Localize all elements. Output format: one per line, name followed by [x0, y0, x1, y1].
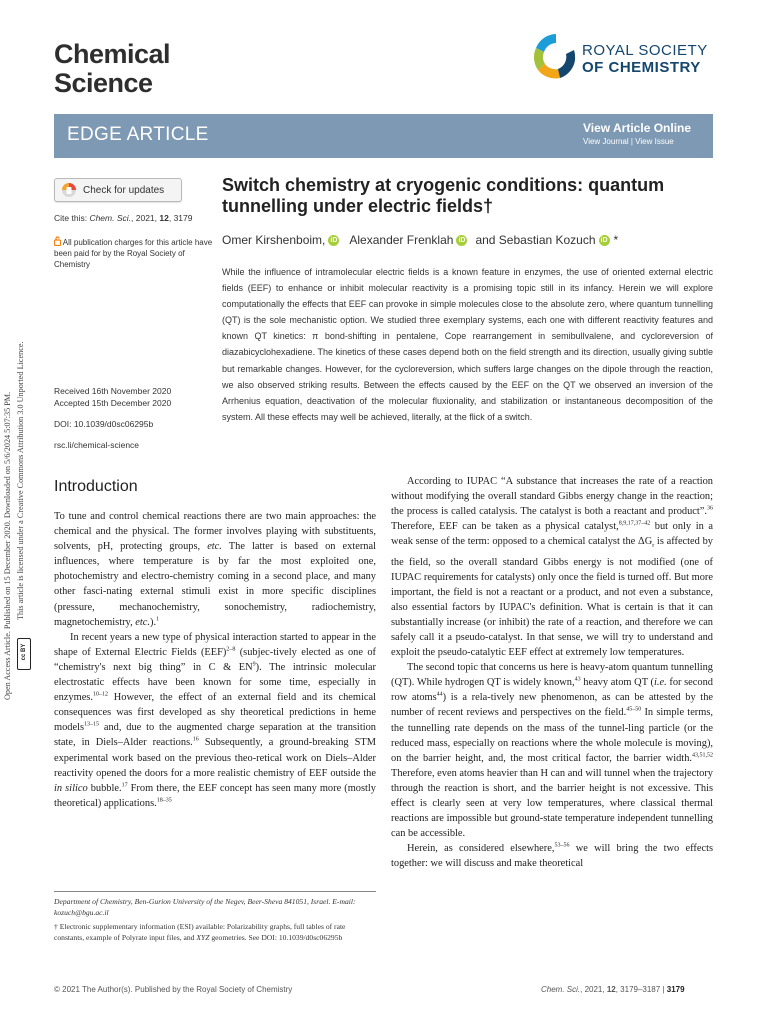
- abstract: While the influence of intramolecular electric fields is a known feature in enzymes, the use of oriented external electric fields (EEF) to enhance or inhibit molecular reactivity is a promising topic still in its infancy. Herein we will explore computationally the effects that EEF can provoke in simple molecules close to the absolute zero, where quantum tunnelling (QT) is the sole mechanistic option. We studied three exemplary systems, each one with different reactivity features and known QT kinetics: π bond-shifting in pentalene, Cope rearrangement in semibullvalene, and cycloreversion of diazabicyclohexadiene. The kinetics of these cases depend both on the field strength and its direction, usually giving subtle but remarkable changes. However, for the cycloreversion, which suffers large changes on the dipole through the reaction, we also observed striking results. Between the effects caused by the EEF on the QT we observed an inversion of the Arrhenius equation, deactivation of the molecular fluxionality, and stabilization or instantaneous decomposition of the system. All these effects may well be achieved, literally, at the flick of a switch.: [222, 267, 713, 422]
- citation: Cite this: Chem. Sci., 2021, 12, 3179: [54, 213, 193, 223]
- journal-title: [54, 40, 170, 98]
- affiliation-footnote: Department of Chemistry, Ben-Gurion University of the Negev, Beer-Sheva 841051, Israel. E-mail: kozuch@bgu.ac.il: [54, 897, 356, 917]
- publisher-name-line2: OF CHEMISTRY: [582, 59, 701, 76]
- footer-copyright: © 2021 The Author(s). Published by the Royal Society of Chemistry: [54, 985, 293, 994]
- corresponding-author-mark: *: [613, 233, 619, 247]
- paragraph: In recent years a new type of physical interaction started to appear in the shape of External Electric Fields (EEF)$^{2-8}$ (subjec-tively elected as one of “chemistry's next big thing” in C & $EN^9$). The intrinsic molecular electrostatic effects have been known for some time, especially in enzymes.$^{10-12}$ However, the effect of an external field and its chemical consequences was first developed as shy theoretical predictions in heme models$^{13-15}$ and, due to the augmented charge separation at the transition state, in Diels–Alder reactions.$^{16}$ Subsequently, a ground-breaking STM experimental work based on the previous theo-retical work on Diels–Alder reactivity opened the doors for a more realistic chemistry of EEF outside the in silico bubble.$^{17}$ From there, the EEF concept has seen many more (mostly theoretical) applications.$^{18-35}$: [54, 631, 376, 809]
- left-column-body: [54, 509, 376, 811]
- author-2: Alexander Frenklah: [349, 233, 454, 247]
- check-for-updates-button[interactable]: [54, 178, 182, 202]
- doi: DOI: 10.1039/d0sc06295b: [54, 419, 154, 429]
- paragraph: To tune and control chemical reactions there are two main approaches: the chemical and the physical. The former involves playing with substituents, solvents, pH, protecting groups, etc. The latter is based on external influences, where temperature is by far the most exploited one, photochemistry and electro-chemistry coming in a second place, and many other fasci-nating external stimuli exist in more specific disciplines (pressure, mechanochemistry, sonochemistry, radiochemistry, magnetochemistry, etc.).$^1$: [54, 511, 376, 628]
- rsc-logo-arc-blue: [536, 34, 556, 52]
- footer-citation: Chem. Sci., 2021, 12, 3179–3187 | 3179: [541, 985, 685, 994]
- view-article-online-link[interactable]: View Article Online: [583, 121, 692, 135]
- cc-by-licence-badge[interactable]: [17, 638, 31, 670]
- article-dates: [54, 385, 171, 409]
- section-heading-introduction: Introduction: [54, 478, 138, 495]
- author-list: [222, 233, 618, 247]
- journal-title-line1: Chemical: [54, 39, 171, 69]
- author-1: Omer Kirshenboim,: [222, 233, 326, 247]
- orcid-icon[interactable]: iD: [600, 236, 608, 244]
- accepted-date: Accepted 15th December 2020: [54, 398, 172, 408]
- footnote-divider: [54, 891, 376, 892]
- orcid-icon[interactable]: iD: [330, 236, 338, 244]
- received-date: Received 16th November 2020: [54, 386, 172, 396]
- right-column-body: [391, 474, 713, 872]
- view-journal-issue-links[interactable]: View Journal | View Issue: [583, 137, 674, 146]
- open-access-note: All publication charges for this article have been paid for by the Royal Society of Chemistry: [54, 238, 213, 269]
- paragraph: Herein, as considered elsewhere,$^{53-56}$ we will bring the two effects together: we will discuss and make theoretical: [391, 842, 713, 870]
- check-updates-icon: [61, 182, 77, 198]
- publisher-name-line1: ROYAL SOCIETY: [582, 42, 708, 59]
- esi-footnote: † Electronic supplementary information (ESI) available: Polarizability graphs, full tables of rate constants, example of Polyrate input files, and XYZ geometries. See DOI: 10.1039/d0sc06295b: [54, 922, 346, 942]
- rsc-logo-arc-navy: [558, 50, 575, 78]
- cc-icon: cc: [21, 653, 27, 661]
- publisher-name: [582, 42, 708, 76]
- journal-title-line2: Science: [54, 68, 153, 98]
- paragraph: The second topic that concerns us here is heavy-atom quantum tunnelling (QT). While hydrogen QT is widely known,$^{43}$ heavy atom QT (i.e. for second row atoms$^{44}$) is a rela-tively new phenomenon, as can be attested by the number of recent reviews and perspectives on the field.$^{45-50}$ In simple terms, the tunnelling rate depends on the mass of the tunnel-ling particle (or the reduced mass, especially on reactions where the whole molecule is moving), on the barrier height, and, the most critical factor, the barrier width.$^{43,51,52}$ Therefore, even atoms heavier than H can and will tunnel when the trajectory through the reaction is short, and the barrier height is not excessive. This effect is clearly seen at very low temperatures, where classical thermal reactions are impossible but ground-state temperature independent tunnelling can be accessible.: [391, 662, 713, 840]
- footnotes: [54, 891, 376, 946]
- orcid-icon[interactable]: iD: [458, 236, 466, 244]
- rsc-logo-icon: [530, 30, 582, 84]
- article-type: EDGE ARTICLE: [67, 124, 209, 145]
- check-for-updates-label: Check for updates: [83, 184, 165, 196]
- author-3: and Sebastian Kozuch: [475, 233, 596, 247]
- open-access-icon: [54, 236, 61, 246]
- open-access-statement: Open Access Article. Published on 15 December 2020. Downloaded on 5/6/2024 5:07:35 PM.: [3, 391, 12, 700]
- licence-statement: This article is licensed under a Creative Commons Attribution 3.0 Unported Licence.: [16, 341, 25, 620]
- by-icon: BY: [21, 643, 27, 652]
- paragraph: According to IUPAC “A substance that increases the rate of a reaction without modifying the overall standard Gibbs energy change in the reaction; the process is called catalysis. The catalyst is both a reactant and product”.$^{36}$ Therefore, EEF can be taken as a physical catalyst,$^{8,9,17,37-42}$ but only in a weak sense of the term: opposed to a chemical catalyst the $\Delta G_r$ is affected by the field, so the overall standard Gibbs energy is not modified (one of IUPAC requirements for catalysts) only once the field is turned off. But more important, the field is not a reactant or a product, and not even a substance, also essential factors by IUPAC's definition. What is certain is that it can substantially increase (or inhibit) the rate of a reaction, and therefore we can safely call it a pseudo-catalyst. In that sense, we will try to understand and exploit the pseudo-catalytic EEF effect at extremely low temperatures.: [391, 476, 713, 659]
- journal-site-link[interactable]: rsc.li/chemical-science: [54, 440, 140, 450]
- article-title: Switch chemistry at cryogenic conditions: quantum tunnelling under electric fields†: [222, 175, 665, 216]
